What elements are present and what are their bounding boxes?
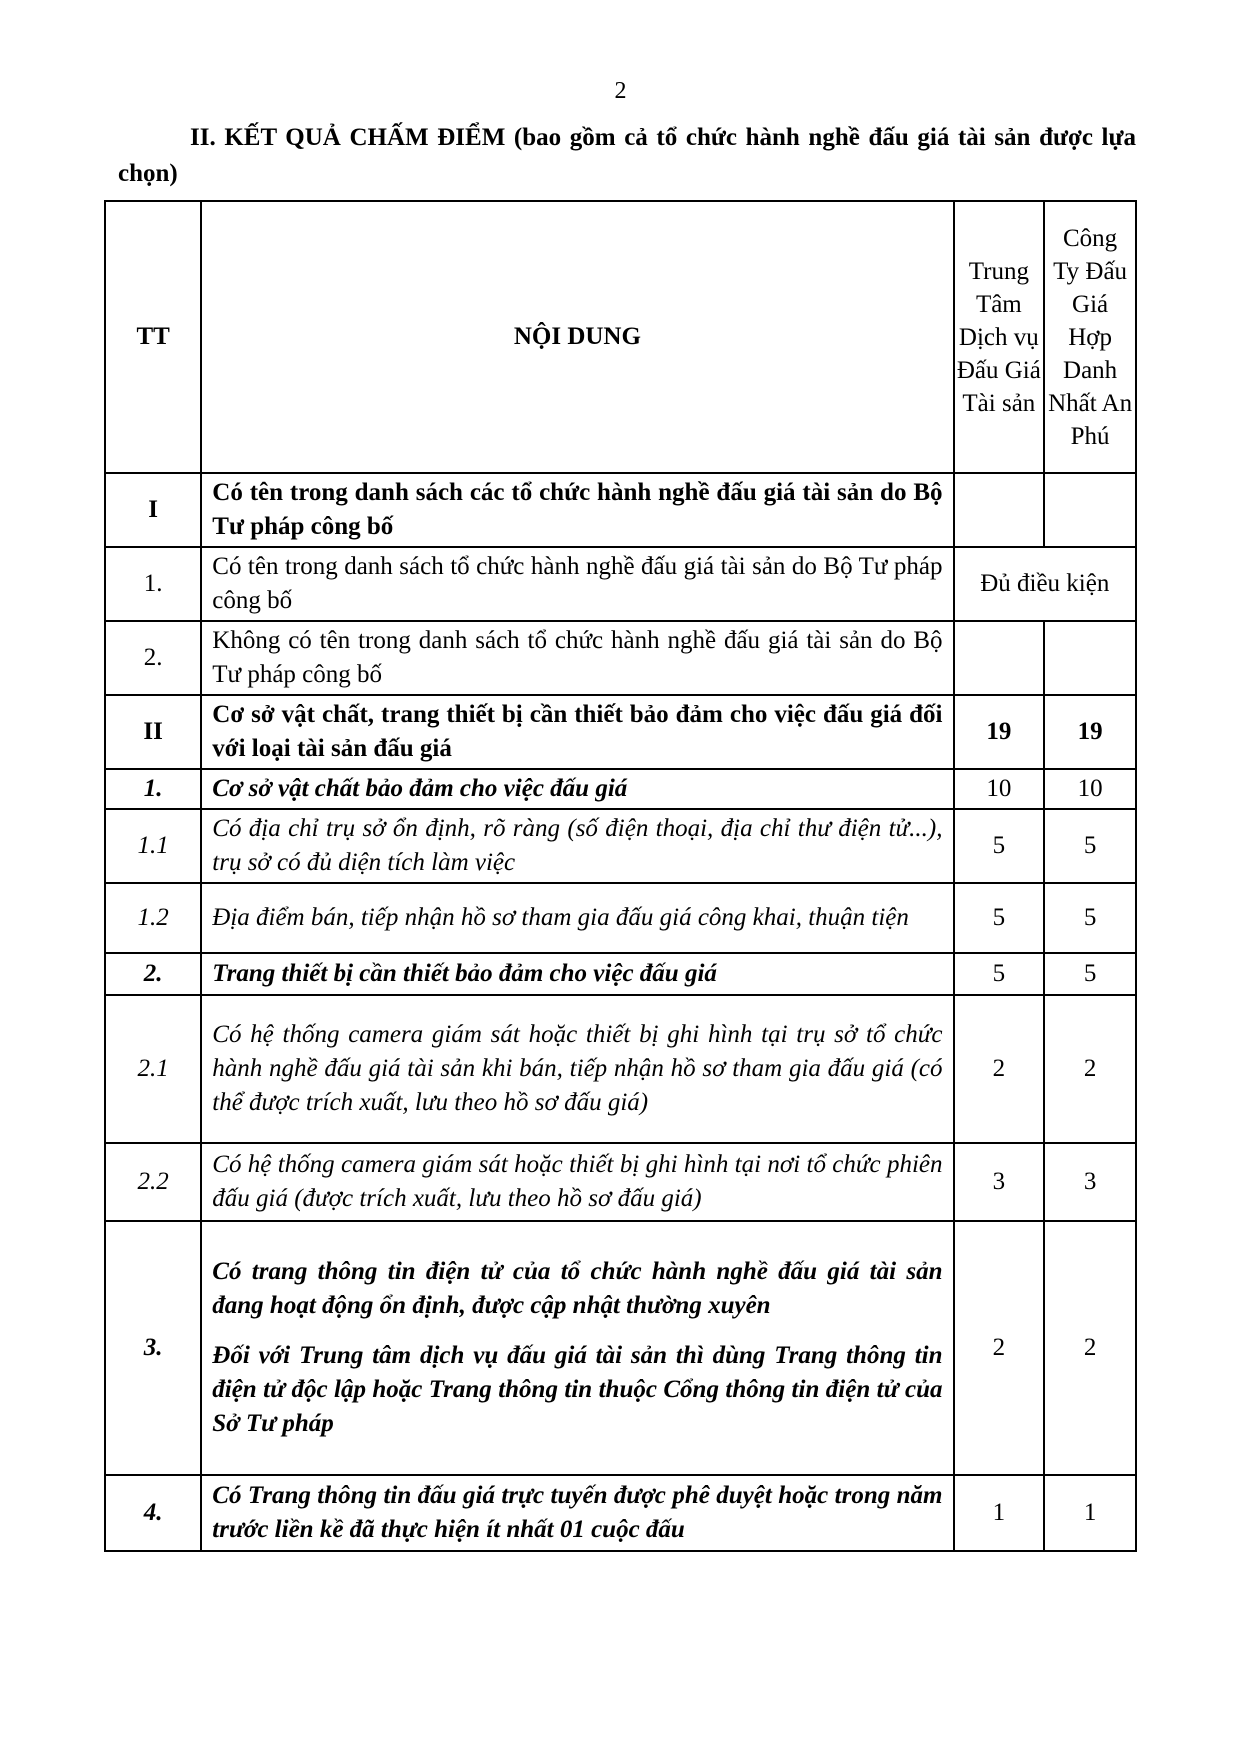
- table-row: [105, 1475, 1136, 1551]
- table-row: [105, 1221, 1136, 1475]
- row-score-2: 3: [1044, 1143, 1136, 1221]
- row-score-2: 5: [1044, 953, 1136, 995]
- row-content: Không có tên trong danh sách tổ chức hành nghề đấu giá tài sản do Bộ Tư pháp công bố: [201, 621, 953, 695]
- row-score-1: 5: [954, 953, 1045, 995]
- row-score-1: [954, 621, 1045, 695]
- row-tt: 1.: [105, 547, 201, 621]
- row-tt: I: [105, 473, 201, 547]
- row-content: Có Trang thông tin đấu giá trực tuyến được phê duyệt hoặc trong năm trước liền kề đã thực hiện ít nhất 01 cuộc đấu: [201, 1475, 953, 1551]
- row-score-2: [1044, 473, 1136, 547]
- table-row: [105, 621, 1136, 695]
- table-row: [105, 883, 1136, 953]
- table-row: [105, 1143, 1136, 1221]
- row-content: Có hệ thống camera giám sát hoặc thiết bị ghi hình tại trụ sở tổ chức hành nghề đấu giá tài sản khi bán, tiếp nhận hồ sơ tham gia đấu giá (có thể được trích xuất, lưu theo hồ sơ đấu giá): [201, 995, 953, 1143]
- header-org-2: Công Ty Đấu Giá Hợp Danh Nhất An Phú: [1044, 201, 1136, 473]
- row-merged-result: Đủ điều kiện: [954, 547, 1136, 621]
- row-score-1: 19: [954, 695, 1045, 769]
- row-score-1: 5: [954, 883, 1045, 953]
- table-row: [105, 953, 1136, 995]
- row-score-1: 1: [954, 1475, 1045, 1551]
- row-tt: 1.1: [105, 809, 201, 883]
- row-tt: 2.2: [105, 1143, 201, 1221]
- row-score-2: 10: [1044, 769, 1136, 809]
- header-tt: TT: [105, 201, 201, 473]
- scoring-table: [104, 200, 1137, 1552]
- row-tt: 4.: [105, 1475, 201, 1551]
- row-content: Trang thiết bị cần thiết bảo đảm cho việc đấu giá: [201, 953, 953, 995]
- table-row: [105, 809, 1136, 883]
- row-score-1: [954, 473, 1045, 547]
- row-tt: 2.: [105, 953, 201, 995]
- row-content: Có tên trong danh sách tổ chức hành nghề đấu giá tài sản do Bộ Tư pháp công bố: [201, 547, 953, 621]
- table-header-row: [105, 201, 1136, 473]
- row-content: Có địa chỉ trụ sở ổn định, rõ ràng (số điện thoại, địa chỉ thư điện tử...), trụ sở có đủ diện tích làm việc: [201, 809, 953, 883]
- table-row: [105, 695, 1136, 769]
- page-number: 2: [614, 78, 627, 104]
- table-row: [105, 473, 1136, 547]
- row-score-1: 2: [954, 995, 1045, 1143]
- header-org-1: Trung Tâm Dịch vụ Đấu Giá Tài sản: [954, 201, 1045, 473]
- row-content: Địa điểm bán, tiếp nhận hồ sơ tham gia đấu giá công khai, thuận tiện: [201, 883, 953, 953]
- row-content: Cơ sở vật chất bảo đảm cho việc đấu giá: [201, 769, 953, 809]
- row-score-2: 2: [1044, 995, 1136, 1143]
- row-content-note: Đối với Trung tâm dịch vụ đấu giá tài sản thì dùng Trang thông tin điện tử độc lập hoặc Trang thông tin thuộc Cổng thông tin điện tử của Sở Tư pháp: [212, 1342, 943, 1437]
- row-content: Cơ sở vật chất, trang thiết bị cần thiết bảo đảm cho việc đấu giá đối với loại tài sản đấu giá: [201, 695, 953, 769]
- table-row: [105, 547, 1136, 621]
- row-score-2: 1: [1044, 1475, 1136, 1551]
- row-tt: 2.1: [105, 995, 201, 1143]
- row-score-2: 19: [1044, 695, 1136, 769]
- row-tt: 1.: [105, 769, 201, 809]
- row-score-1: 3: [954, 1143, 1045, 1221]
- row-content: Có tên trong danh sách các tổ chức hành nghề đấu giá tài sản do Bộ Tư pháp công bố: [201, 473, 953, 547]
- row-content: [201, 1221, 953, 1475]
- row-tt: 2.: [105, 621, 201, 695]
- row-score-2: 5: [1044, 883, 1136, 953]
- row-tt: 1.2: [105, 883, 201, 953]
- row-tt: 3.: [105, 1221, 201, 1475]
- row-score-2: 2: [1044, 1221, 1136, 1475]
- table-row: [105, 995, 1136, 1143]
- row-content: Có hệ thống camera giám sát hoặc thiết bị ghi hình tại nơi tổ chức phiên đấu giá (được trích xuất, lưu theo hồ sơ đấu giá): [201, 1143, 953, 1221]
- section-heading: II. KẾT QUẢ CHẤM ĐIỂM (bao gồm cả tổ chức hành nghề đấu giá tài sản được lựa chọn): [118, 124, 1136, 187]
- row-score-2: 5: [1044, 809, 1136, 883]
- row-tt: II: [105, 695, 201, 769]
- row-score-1: 10: [954, 769, 1045, 809]
- row-score-1: 2: [954, 1221, 1045, 1475]
- row-content-paragraph: Có trang thông tin điện tử của tổ chức hành nghề đấu giá tài sản đang hoạt động ổn định, được cập nhật thường xuyên: [212, 1258, 943, 1319]
- row-score-2: [1044, 621, 1136, 695]
- table-row: [105, 769, 1136, 809]
- row-score-1: 5: [954, 809, 1045, 883]
- header-content: NỘI DUNG: [201, 201, 953, 473]
